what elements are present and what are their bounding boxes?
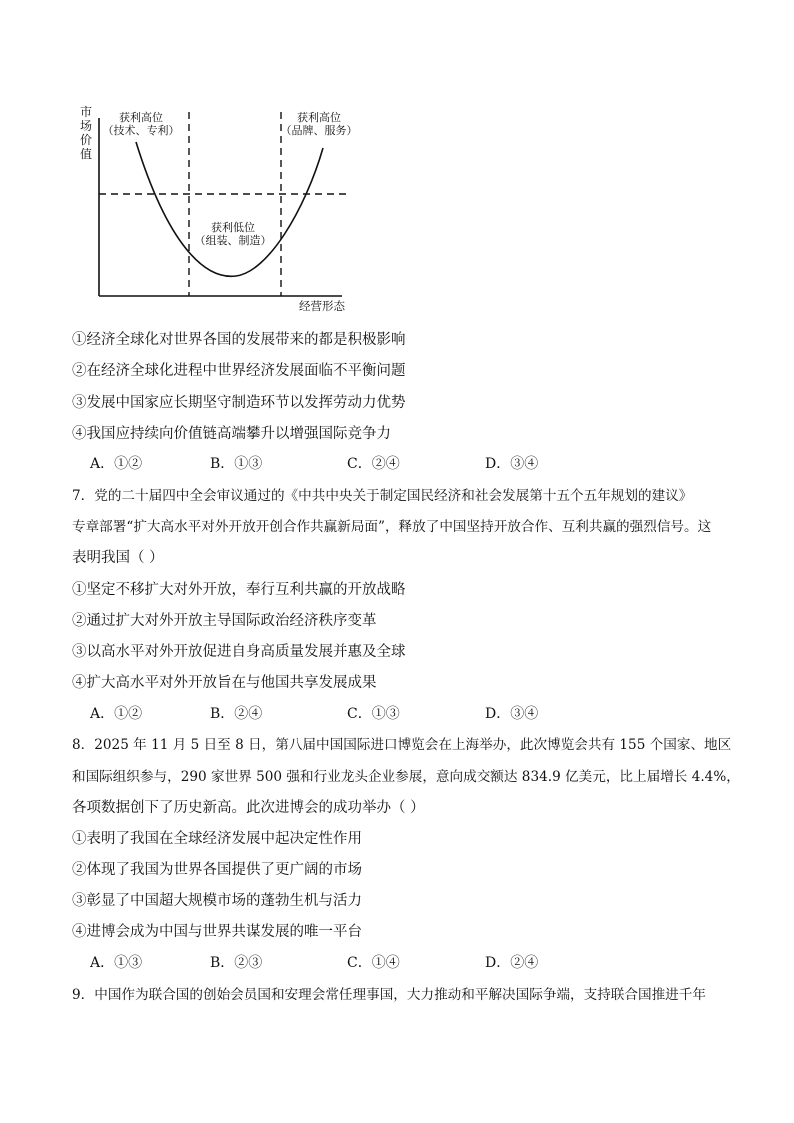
q8-option-c: C．①④ bbox=[347, 955, 400, 971]
q7-stem-line-3: 表明我国（ ） bbox=[72, 550, 164, 566]
q7-statement-3: ③以高水平对外开放促进自身高质量发展并惠及全球 bbox=[72, 644, 406, 660]
y-axis-label-3: 价 bbox=[79, 133, 93, 147]
y-axis-label-1: 市 bbox=[79, 105, 93, 119]
q6-option-b: B．①③ bbox=[210, 456, 263, 472]
q8-option-d: D．②④ bbox=[485, 955, 539, 971]
smile-curve-figure bbox=[0, 0, 794, 330]
q8-stem-line-1: 8．2025 年 11 月 5 日至 8 日，第八届中国国际进口博览会在上海举办，此次博览会共有 155 个国家、地区 bbox=[72, 737, 732, 753]
q7-option-a: A．①② bbox=[90, 706, 143, 722]
q8-statement-2: ②体现了我国为世界各国提供了更广阔的市场 bbox=[72, 862, 362, 878]
y-axis-label-4: 值 bbox=[79, 147, 93, 161]
q8-stem-line-2: 和国际组织参与，290 家世界 500 强和行业龙头企业参展，意向成交额达 834.9 亿美元，比上届增长 4.4%， bbox=[72, 769, 740, 785]
q8-stem-line-3: 各项数据创下了历史新高。此次进博会的成功举办（ ） bbox=[72, 800, 425, 816]
q6-option-a: A．①② bbox=[90, 456, 143, 472]
q8-option-a: A．①③ bbox=[90, 955, 143, 971]
q8-statement-4: ④进博会成为中国与世界共谋发展的唯一平台 bbox=[72, 924, 362, 940]
left-high-label: 获利高位 bbox=[119, 111, 163, 124]
q7-stem-line-2: 专章部署“扩大高水平对外开放开创合作共赢新局面”，释放了中国坚持开放合作、互利共赢的强烈信号。这 bbox=[72, 519, 712, 535]
q6-statement-4: ④我国应持续向价值链高端攀升以增强国际竞争力 bbox=[72, 426, 391, 442]
x-axis-label: 经营形态 bbox=[299, 299, 345, 313]
q7-option-b: B．②④ bbox=[210, 706, 263, 722]
q6-option-d: D．③④ bbox=[485, 456, 539, 472]
low-sub: （组装、制造） bbox=[194, 234, 272, 247]
q7-statement-4: ④扩大高水平对外开放旨在与他国共享发展成果 bbox=[72, 675, 377, 691]
q7-option-d: D．③④ bbox=[485, 706, 539, 722]
q7-statement-2: ②通过扩大对外开放主导国际政治经济秩序变革 bbox=[72, 613, 377, 629]
y-axis-label-2: 场 bbox=[79, 119, 93, 133]
smile-curve bbox=[136, 142, 323, 276]
q8-statement-3: ③彰显了中国超大规模市场的蓬勃生机与活力 bbox=[72, 893, 362, 909]
q7-stem-line-1: 7．党的二十届四中全会审议通过的《中共中央关于制定国民经济和社会发展第十五个五年规划的建议》 bbox=[72, 488, 693, 504]
q6-option-c: C．②④ bbox=[347, 456, 400, 472]
q6-statement-3: ③发展中国家应长期坚守制造环节以发挥劳动力优势 bbox=[72, 395, 406, 411]
q6-statement-1: ①经济全球化对世界各国的发展带来的都是积极影响 bbox=[72, 332, 406, 348]
left-high-sub: （技术、专利） bbox=[102, 124, 180, 137]
q8-statement-1: ①表明了我国在全球经济发展中起决定性作用 bbox=[72, 831, 362, 847]
q6-statement-2: ②在经济全球化进程中世界经济发展面临不平衡问题 bbox=[72, 363, 406, 379]
right-high-label: 获利高位 bbox=[297, 111, 341, 124]
low-label: 获利低位 bbox=[211, 221, 255, 234]
q7-statement-1: ①坚定不移扩大对外开放，奉行互利共赢的开放战略 bbox=[72, 582, 406, 598]
q9-stem-line-1: 9．中国作为联合国的创始会员国和安理会常任理事国，大力推动和平解决国际争端，支持联合国推进千年 bbox=[72, 987, 706, 1003]
right-high-sub: （品牌、服务） bbox=[280, 124, 358, 137]
q8-option-b: B．②③ bbox=[210, 955, 263, 971]
q7-option-c: C．①③ bbox=[347, 706, 400, 722]
